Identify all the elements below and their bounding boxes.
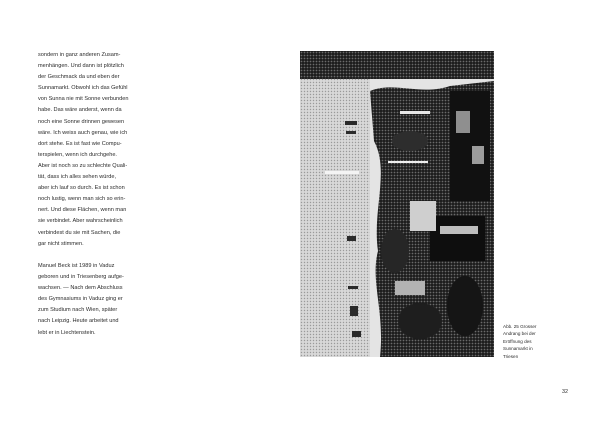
text-line: lebt er in Liechtenstein. [38,329,96,336]
text-line: der Geschmack da und eben der [38,74,120,81]
caption-line: Andrang bei der [503,331,536,337]
text-line: verbindest du sie mit Sachen, die [38,229,121,236]
caption-line: Sunnamarkt in [503,346,533,352]
text-line: geboren und in Triesenberg aufge- [38,274,124,281]
text-line: von Sunna nie mit Sonne verbunden [38,96,129,103]
text-line: sie verbindet. Aber wahrscheinlich [38,218,123,225]
text-line: Manuel Beck ist 1989 in Vaduz [38,263,115,269]
text-line: Sunnamarkt. Obwohl ich das Gefühl [38,85,128,92]
caption-line: Abb. 25 Grosser [503,324,537,329]
text-line: Aber ist noch so zu schlechte Quali- [38,162,128,169]
text-line: gar nicht stimmen. [38,240,84,247]
text-line: habe. Das wäre anderst, wenn da [38,107,122,114]
text-line: wachsen. — Nach dem Abschluss [38,285,123,292]
interview-paragraph [38,50,158,250]
text-line: tät, dass ich alles sehen würde, [38,174,117,181]
text-line: des Gymnasiums in Vaduz ging er [38,296,123,303]
text-line: wäre. Ich weiss auch genau, wie ich [38,129,128,136]
page-number: 32 [562,389,568,395]
text-line: noch lustig, wenn man sich so erin- [38,196,126,203]
text-line: nach Leipzig. Heute arbeitet und [38,318,119,325]
text-line: menhängen. Und dann ist plötzlich [38,63,124,70]
caption-line: Eröffnung des [503,338,532,344]
text-line: nert. Und diese Flächen, wenn man [38,207,127,214]
text-line: sondern in ganz anderen Zusam- [38,52,121,58]
text-line: zum Studium nach Wien, später [38,307,118,314]
text-line: dort stehe. Es ist fast wie Compu- [38,140,122,147]
text-line: noch eine Sonne drinnen gewesen [38,118,125,125]
text-line: terspielen, wenn ich durchgehe. [38,151,117,158]
text-line: aber ich lauf so durch. Es ist schon [38,185,125,192]
photo-caption [503,323,573,360]
archive-photo [300,51,494,357]
caption-line: Triesen [503,353,519,359]
author-bio-paragraph [38,261,158,339]
